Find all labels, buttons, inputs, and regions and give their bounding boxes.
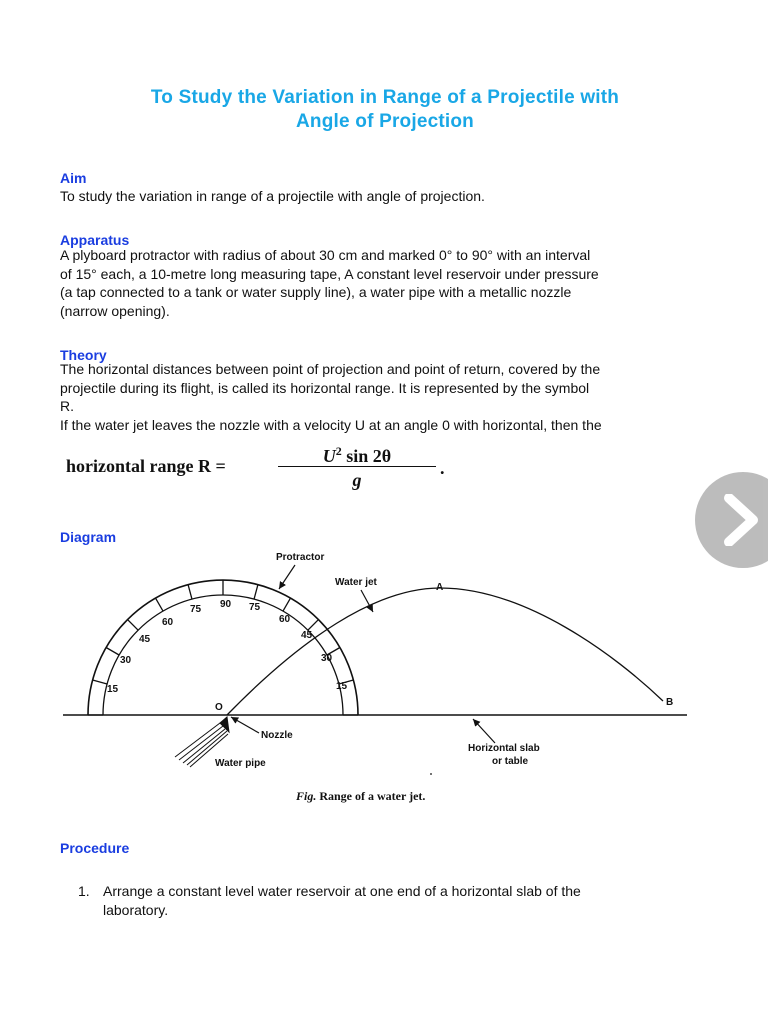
angle-label: 45 <box>139 634 151 645</box>
angle-label: 90 <box>220 599 232 610</box>
formula-numerator <box>276 438 438 464</box>
protractor-label: Protractor <box>276 552 325 563</box>
angle-label: 60 <box>279 614 291 625</box>
protractor-inner-arc <box>103 595 343 715</box>
angle-label: 15 <box>107 684 119 695</box>
apparatus-line: (narrow opening). <box>60 302 170 319</box>
horizontal-slab-label: Horizontal slab <box>468 743 540 754</box>
nozzle-pointer <box>231 717 259 733</box>
angle-label: 60 <box>162 617 174 628</box>
point-a-label: A <box>436 582 444 593</box>
apparatus-text <box>60 246 720 320</box>
theory-line: R. <box>60 398 74 414</box>
angle-label: 15 <box>336 681 348 692</box>
page-title <box>60 86 710 134</box>
apparatus-line: A plyboard protractor with radius of about 30 cm and marked 0° to 90° with an interval <box>60 247 591 263</box>
table-label: or table <box>492 756 529 767</box>
theory-text <box>60 360 720 434</box>
angle-label: 75 <box>190 604 202 615</box>
procedure-item-number: 1. <box>78 883 90 899</box>
aim-text-line: To study the variation in range of a projectile with angle of projection. <box>60 188 485 204</box>
point-b-label: B <box>666 697 674 708</box>
protractor-tick <box>106 648 119 656</box>
protractor-tick <box>156 598 164 611</box>
water-pipe-label: Water pipe <box>215 758 266 769</box>
protractor-tick <box>308 620 319 631</box>
procedure-item-line: Arrange a constant level water reservoir at one end of a horizontal slab of the <box>103 883 581 899</box>
diagram-heading: Diagram <box>60 529 117 545</box>
aim-text <box>60 187 720 206</box>
angle-label: 45 <box>301 630 313 641</box>
theory-heading: Theory <box>60 347 107 363</box>
theory-line: If the water jet leaves the nozzle with a velocity U at an angle 0 with horizontal, then the <box>60 416 602 433</box>
projectile-diagram <box>55 545 695 780</box>
slab-pointer <box>473 719 495 743</box>
theory-line: projectile during its flight, is called its horizontal range. It is represented by the symbol <box>60 379 590 396</box>
angle-label: 30 <box>120 655 132 666</box>
protractor-pointer <box>279 565 295 589</box>
water-jet-label: Water jet <box>335 577 377 588</box>
theory-line: The horizontal distances between point of projection and point of return, covered by the <box>60 361 601 377</box>
apparatus-line: (a tap connected to a tank or water supply line), a water pipe with a metallic nozzle <box>60 284 572 300</box>
apparatus-line: of 15° each, a 10-metre long measuring tape, A constant level reservoir under pressure <box>60 265 599 282</box>
nozzle-label: Nozzle <box>261 730 293 741</box>
procedure-heading: Procedure <box>60 840 130 856</box>
page-title-line-1: To Study the Variation in Range of a Projectile with <box>150 87 620 108</box>
formula-lhs: horizontal range R = <box>66 456 226 476</box>
water-jet-trajectory <box>227 588 663 715</box>
apparatus-heading: Apparatus <box>60 232 130 248</box>
protractor-tick <box>188 585 192 599</box>
figure-caption-text: Range of a water jet. <box>319 789 426 803</box>
speck <box>430 773 432 775</box>
protractor-tick <box>254 585 258 599</box>
page-title-line-2: Angle of Projection <box>296 111 474 132</box>
procedure-item-line: laboratory. <box>103 901 169 918</box>
point-o-label: O <box>215 702 223 713</box>
formula-period: . <box>440 458 445 478</box>
formula-sin: sin 2θ <box>346 446 392 466</box>
procedure-item-text <box>103 882 703 919</box>
range-formula <box>66 438 445 500</box>
angle-label: 30 <box>321 653 333 664</box>
formula-denominator: g <box>352 470 362 490</box>
angle-label: 75 <box>249 602 261 613</box>
chevron-right-icon <box>717 494 765 546</box>
formula-u: U <box>322 446 336 466</box>
formula-fraction <box>276 438 438 493</box>
figure-caption <box>296 789 425 804</box>
protractor-tick <box>283 598 291 611</box>
protractor-tick <box>128 620 139 631</box>
next-page-button[interactable] <box>695 472 768 568</box>
formula-exponent: 2 <box>335 444 342 458</box>
figure-caption-prefix: Fig. <box>296 789 317 803</box>
protractor-tick <box>93 680 107 684</box>
aim-heading: Aim <box>60 170 87 186</box>
